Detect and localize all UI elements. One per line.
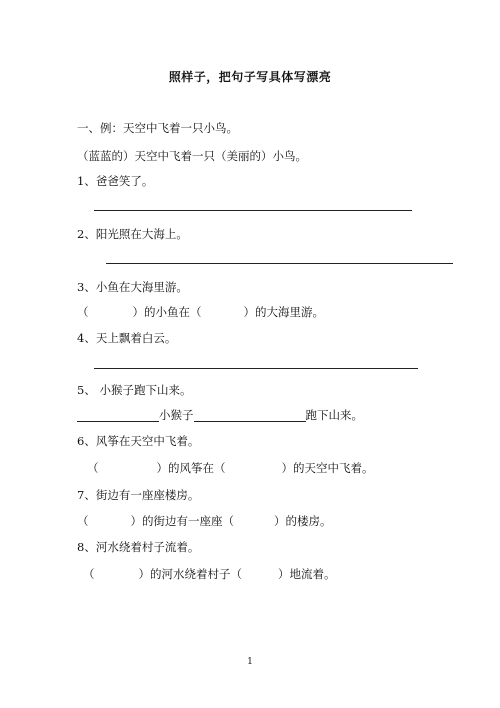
q5-blank-2[interactable] <box>194 409 306 422</box>
worksheet-title: 照样子，把句子写具体写漂亮 <box>168 70 332 84</box>
question-7-fill <box>77 514 332 528</box>
q6-open-paren: （ <box>87 461 99 475</box>
question-1: 1、爸爸笑了。 <box>77 174 154 188</box>
question-7: 7、街边有一座座楼房。 <box>77 488 200 502</box>
question-8: 8、河水绕着村子流着。 <box>77 540 200 554</box>
question-5: 5、 小猴子跑下山来。 <box>77 383 192 397</box>
q8-end-text: ）地流着。 <box>278 567 336 581</box>
q6-middle-text: ）的风筝在（ <box>156 461 226 475</box>
q7-end-text: ）的楼房。 <box>274 514 332 528</box>
question-3: 3、小鱼在大海里游。 <box>77 280 188 294</box>
q5-blank-1[interactable] <box>77 409 159 422</box>
question-5-fill <box>77 408 363 422</box>
q7-open-paren: （ <box>77 514 89 528</box>
question-6-fill <box>87 461 374 475</box>
q8-middle-text: ）的河水绕着村子（ <box>138 567 242 581</box>
question-2: 2、阳光照在大海上。 <box>77 227 188 241</box>
answer-line-2[interactable] <box>106 263 453 264</box>
q3-end-text: ）的大海里游。 <box>243 305 324 319</box>
question-6: 6、风筝在天空中飞着。 <box>77 434 200 448</box>
answer-line-1[interactable] <box>94 210 412 211</box>
example-prompt: 一、例：天空中飞着一只小鸟。 <box>77 121 238 135</box>
question-4: 4、天上飘着白云。 <box>77 331 177 345</box>
page-number: 1 <box>247 657 253 667</box>
q5-end-text: 跑下山来。 <box>305 408 363 422</box>
q6-end-text: ）的天空中飞着。 <box>281 461 374 475</box>
question-3-fill <box>77 305 324 319</box>
question-8-fill <box>83 567 336 581</box>
q5-middle-text: 小猴子 <box>159 408 194 422</box>
q8-open-paren: （ <box>83 567 95 581</box>
example-answer: （蓝蓝的）天空中飞着一只（美丽的）小鸟。 <box>77 149 307 163</box>
q3-open-paren: （ <box>77 305 89 319</box>
q3-middle-text: ）的小鱼在（ <box>132 305 202 319</box>
q7-middle-text: ）的街边有一座座（ <box>130 514 234 528</box>
answer-line-4[interactable] <box>94 368 418 369</box>
